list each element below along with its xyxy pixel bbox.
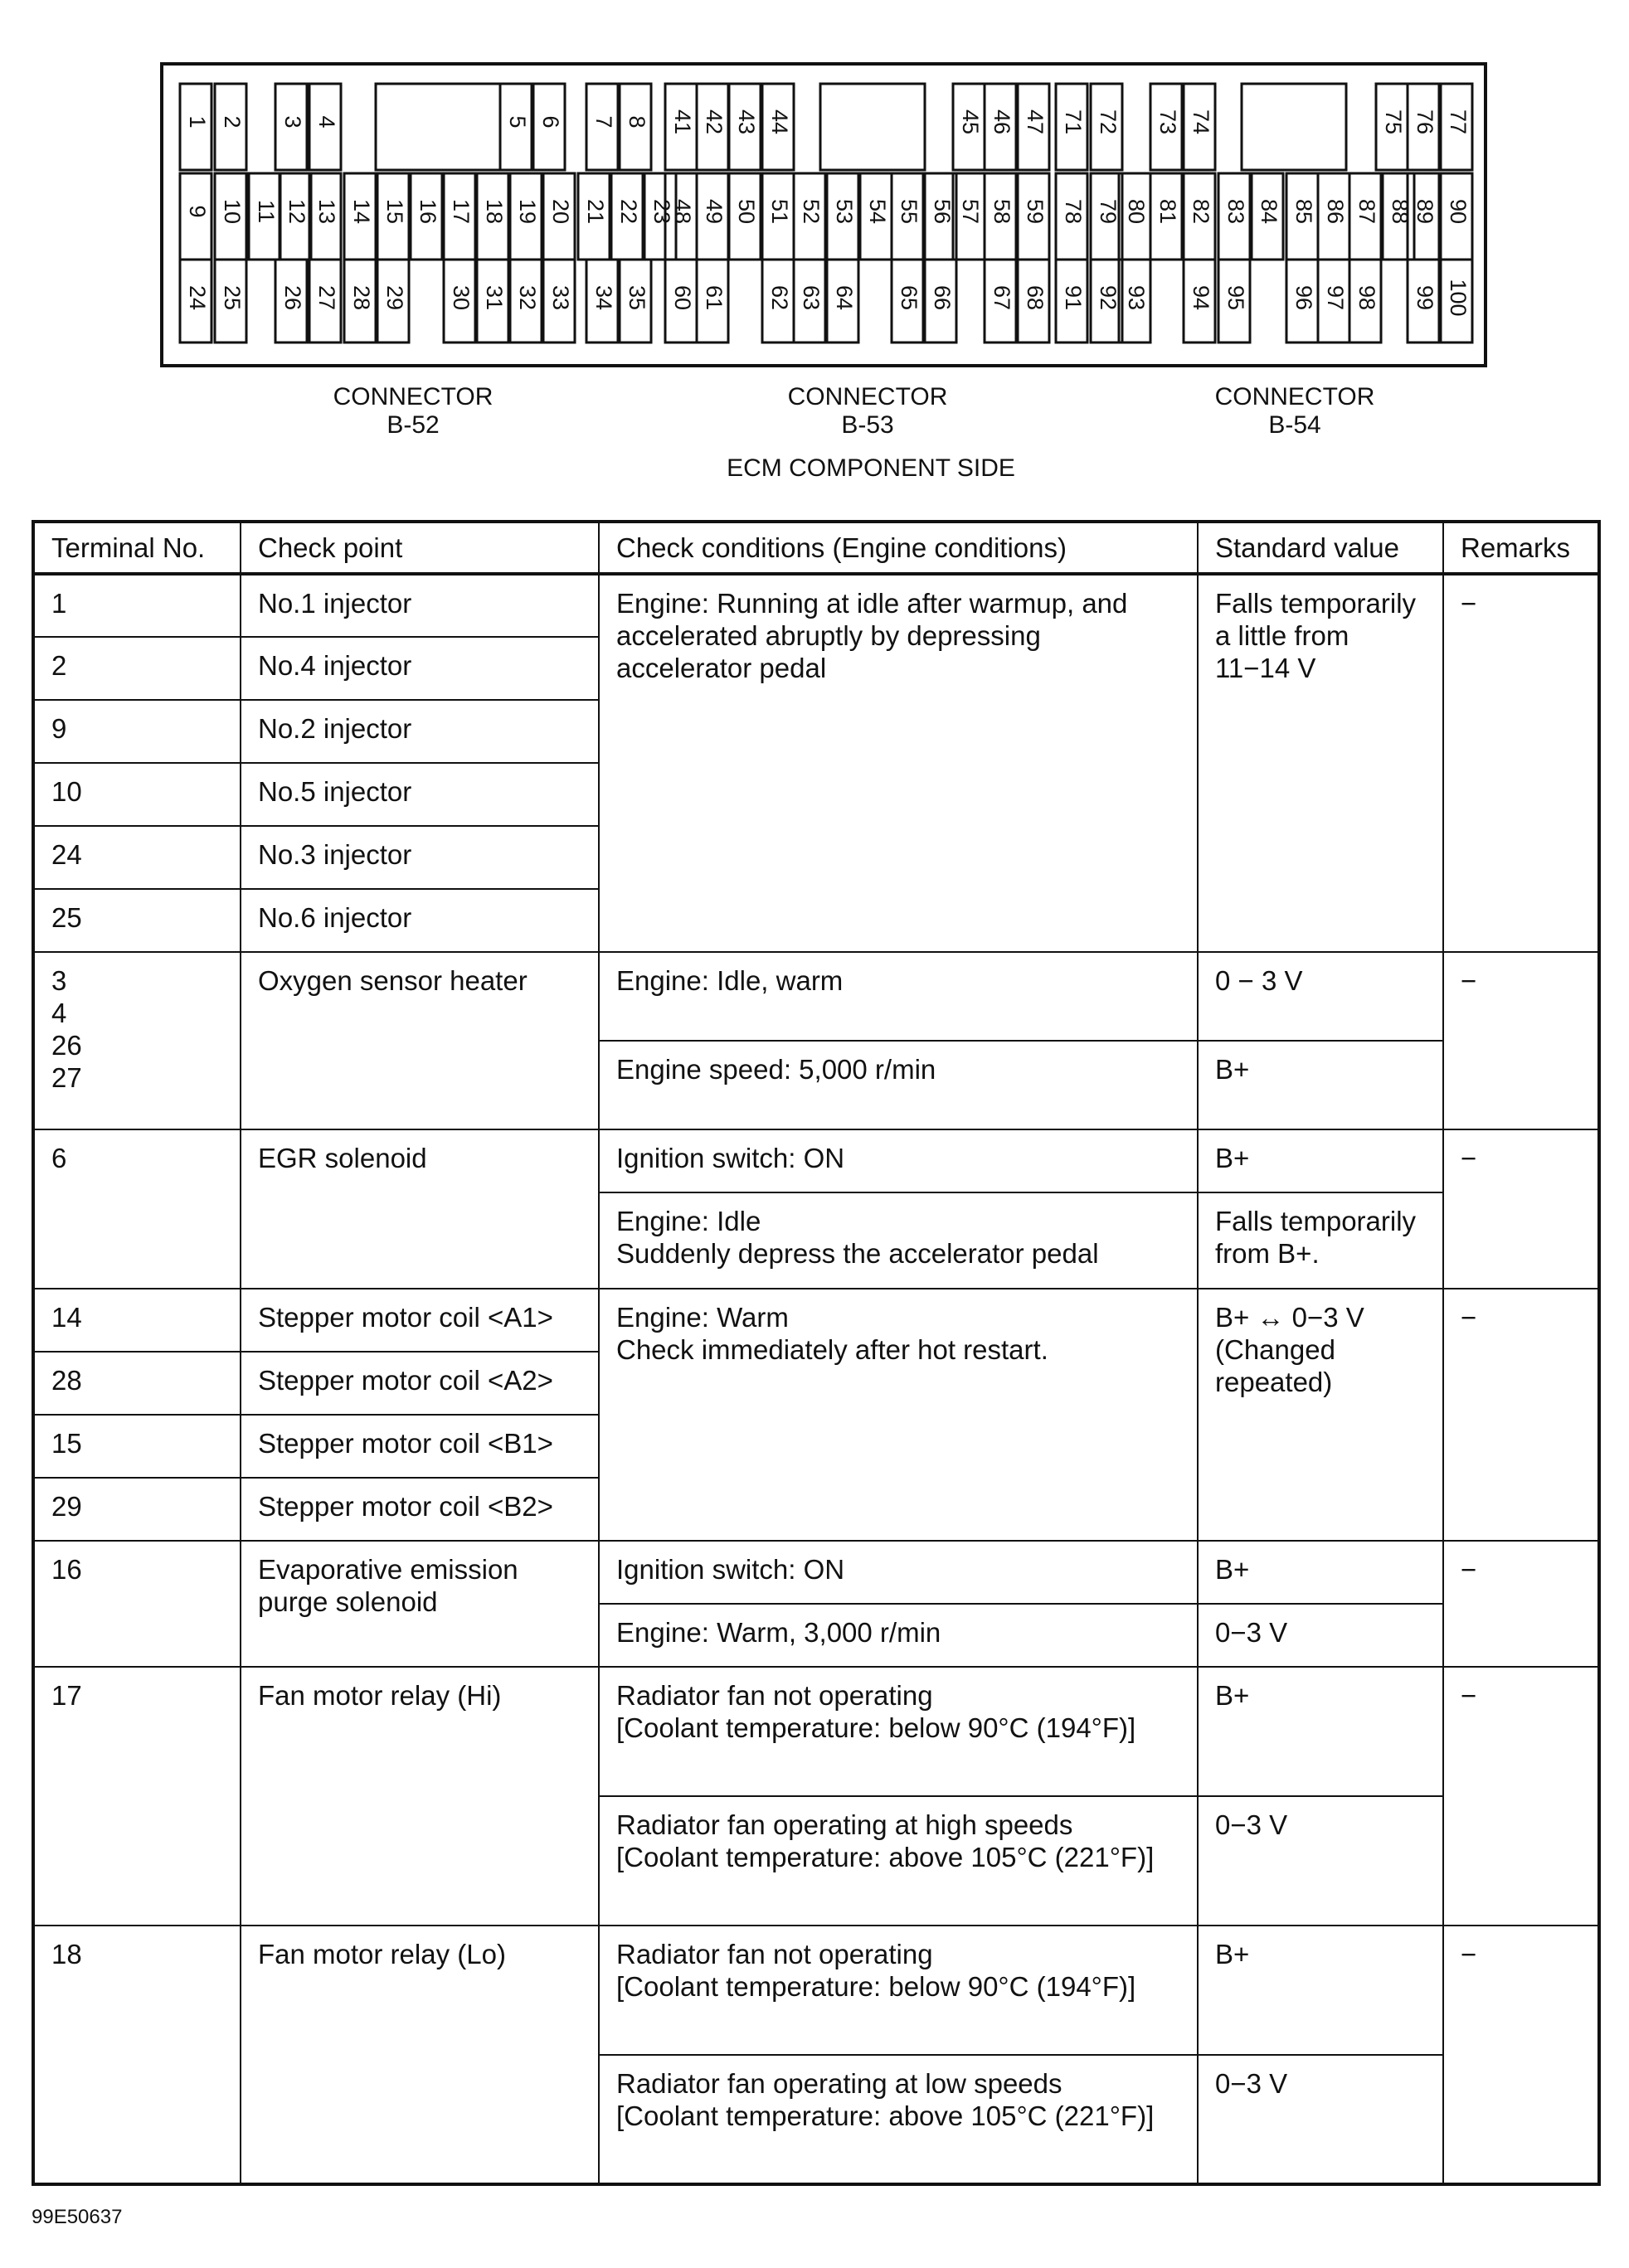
condition-cell: Ignition switch: ON	[599, 1541, 1198, 1604]
pin-number-label: 5	[504, 115, 530, 129]
connector-pin-86	[1318, 173, 1349, 260]
pin-number-label: 4	[314, 115, 339, 129]
pin-number-label: 75	[1380, 109, 1406, 135]
pin-number-label: 19	[514, 198, 540, 225]
connector-pin-10	[215, 173, 246, 260]
standard-value-cell: Falls temporarily from B+.	[1198, 1192, 1443, 1289]
pin-number-label: 74	[1188, 109, 1213, 135]
connector-pin-62	[762, 260, 794, 342]
connector-pin-71	[1056, 84, 1087, 170]
connector-pin-7	[586, 84, 618, 170]
pin-number-label: 12	[284, 198, 309, 225]
pin-number-label: 98	[1354, 284, 1379, 311]
connector-pin-45	[953, 84, 985, 170]
table-row	[33, 1926, 1599, 2055]
pin-number-label: 10	[219, 198, 245, 225]
pin-number-label: 28	[348, 284, 374, 311]
connector-pin-61	[697, 260, 728, 342]
connector-pinout-svg	[163, 66, 1484, 364]
connector-pin-100	[1441, 260, 1472, 342]
pin-number-label: 60	[669, 284, 695, 311]
remarks-cell: −	[1443, 1541, 1599, 1667]
standard-value-cell: B+ ↔ 0−3 V (Changed repeated)	[1198, 1289, 1443, 1541]
terminal-cell: 6	[33, 1129, 241, 1289]
table-header-row	[33, 522, 1599, 574]
table-row	[33, 574, 1599, 637]
pin-number-label: 2	[219, 115, 245, 129]
terminal-check-table	[32, 520, 1601, 2186]
pin-number-label: 49	[701, 198, 727, 225]
pin-number-label: 66	[929, 284, 955, 311]
connector-pin-27	[309, 260, 341, 342]
pin-number-label: 100	[1445, 279, 1471, 317]
pin-number-label: 84	[1256, 198, 1281, 225]
remarks-cell: −	[1443, 1926, 1599, 2184]
condition-cell: Engine: Idle, warm	[599, 952, 1198, 1041]
standard-value-cell: 0 − 3 V	[1198, 952, 1443, 1041]
terminal-cell: 14	[33, 1289, 241, 1352]
connector-pin-9	[180, 173, 212, 260]
header-check-point: Check point	[241, 522, 599, 574]
pin-number-label: 42	[701, 109, 727, 135]
standard-value-cell: 0−3 V	[1198, 1604, 1443, 1667]
connector-pin-31	[477, 260, 508, 342]
pin-number-label: 86	[1322, 198, 1348, 225]
pin-number-label: 97	[1322, 284, 1348, 311]
pin-number-label: 73	[1155, 109, 1180, 135]
connector-key-slot	[1242, 84, 1346, 170]
check-point-cell: No.2 injector	[241, 700, 599, 763]
pin-number-label: 80	[1123, 198, 1149, 225]
connector-pin-93	[1119, 260, 1150, 342]
connector-pin-78	[1056, 173, 1087, 260]
connector-b52-label: CONNECTOR B-52	[333, 383, 494, 439]
connector-pin-19	[510, 173, 542, 260]
pin-number-label: 33	[547, 284, 573, 311]
pin-number-label: 51	[766, 198, 792, 225]
table-row	[33, 1667, 1599, 1796]
pin-number-label: 44	[766, 109, 792, 135]
connector-pin-60	[665, 260, 697, 342]
connector-pin-47	[1018, 84, 1049, 170]
connector-pin-84	[1252, 173, 1283, 260]
connector-pin-25	[215, 260, 246, 342]
remarks-cell: −	[1443, 1289, 1599, 1541]
pin-number-label: 90	[1445, 198, 1471, 225]
standard-value-cell: B+	[1198, 1041, 1443, 1129]
check-point-cell: Evaporative emission purge solenoid	[241, 1541, 599, 1667]
connector-pin-94	[1184, 260, 1215, 342]
connector-pin-57	[953, 173, 985, 260]
connector-pin-76	[1408, 84, 1439, 170]
table-row	[33, 1289, 1599, 1352]
connector-pin-97	[1318, 260, 1349, 342]
pin-number-label: 85	[1291, 198, 1316, 225]
pin-number-label: 14	[348, 198, 374, 225]
connector-pin-4	[309, 84, 341, 170]
connector-pin-46	[985, 84, 1016, 170]
pin-number-label: 45	[957, 109, 983, 135]
connector-pin-91	[1056, 260, 1087, 342]
pin-number-label: 3	[280, 115, 305, 129]
terminal-cell: 9	[33, 700, 241, 763]
standard-value-cell: 0−3 V	[1198, 2055, 1443, 2184]
condition-cell: Engine: Warm Check immediately after hot restart.	[599, 1289, 1198, 1541]
connector-pin-65	[892, 260, 923, 342]
pin-number-label: 11	[253, 199, 279, 224]
connector-pin-58	[985, 173, 1016, 260]
connector-pin-26	[275, 260, 307, 342]
connector-pin-30	[444, 260, 475, 342]
connector-pin-49	[697, 173, 728, 260]
check-point-cell: No.1 injector	[241, 574, 599, 637]
pin-number-label: 52	[798, 198, 824, 225]
connector-pin-43	[729, 84, 761, 170]
pin-number-label: 48	[669, 198, 695, 225]
pin-number-label: 25	[219, 284, 245, 311]
connector-pin-33	[543, 260, 575, 342]
connector-pin-51	[762, 173, 794, 260]
connector-pin-28	[344, 260, 376, 342]
terminal-cell: 16	[33, 1541, 241, 1667]
connector-pin-63	[794, 260, 825, 342]
pin-number-label: 7	[591, 115, 616, 129]
condition-cell: Ignition switch: ON	[599, 1129, 1198, 1192]
terminal-cell: 28	[33, 1352, 241, 1415]
pin-number-label: 77	[1445, 109, 1471, 135]
pin-number-label: 29	[382, 284, 407, 311]
connector-pin-55	[892, 173, 923, 260]
connector-pin-34	[586, 260, 618, 342]
connector-pin-18	[477, 173, 508, 260]
connector-pin-53	[827, 173, 858, 260]
remarks-cell: −	[1443, 1667, 1599, 1926]
check-point-cell: No.6 injector	[241, 889, 599, 952]
terminal-cell: 17	[33, 1667, 241, 1926]
connector-pin-32	[510, 260, 542, 342]
connector-pin-12	[280, 173, 311, 260]
pin-number-label: 63	[798, 284, 824, 311]
pin-number-label: 87	[1354, 198, 1379, 225]
header-standard-value: Standard value	[1198, 522, 1443, 574]
condition-cell: Engine: Running at idle after warmup, and accelerated abruptly by depressing accelerator pedal	[599, 574, 1198, 952]
pin-number-label: 54	[864, 198, 890, 225]
connector-pin-92	[1091, 260, 1122, 342]
table-row	[33, 952, 1599, 1041]
terminal-cell: 29	[33, 1478, 241, 1541]
pin-number-label: 53	[831, 198, 857, 225]
check-point-cell: Fan motor relay (Hi)	[241, 1667, 599, 1926]
connector-pin-83	[1218, 173, 1250, 260]
pin-number-label: 91	[1060, 284, 1086, 311]
header-check-conditions: Check conditions (Engine conditions)	[599, 522, 1198, 574]
pin-number-label: 93	[1123, 284, 1149, 311]
connector-pin-64	[827, 260, 858, 342]
check-point-cell: EGR solenoid	[241, 1129, 599, 1289]
pin-number-label: 17	[448, 198, 474, 225]
connector-key-slot	[376, 84, 500, 170]
pin-number-label: 56	[929, 198, 955, 225]
pin-number-label: 16	[415, 198, 440, 225]
pin-number-label: 71	[1060, 109, 1086, 135]
pin-number-label: 58	[989, 198, 1014, 225]
pin-number-label: 67	[989, 284, 1014, 311]
pin-number-label: 30	[448, 284, 474, 311]
connector-pin-96	[1286, 260, 1318, 342]
terminal-cell: 2	[33, 637, 241, 700]
pin-number-label: 96	[1291, 284, 1316, 311]
connector-pin-22	[611, 173, 643, 260]
check-point-cell: Fan motor relay (Lo)	[241, 1926, 599, 2184]
pin-number-label: 68	[1022, 284, 1048, 311]
connector-pin-13	[309, 173, 341, 260]
pin-number-label: 6	[537, 115, 563, 129]
pin-number-label: 89	[1412, 198, 1437, 225]
pin-number-label: 62	[766, 284, 792, 311]
pin-number-label: 79	[1095, 198, 1121, 225]
connector-pin-68	[1018, 260, 1049, 342]
pin-number-label: 18	[481, 198, 507, 225]
pin-number-label: 32	[514, 284, 540, 311]
connector-pin-50	[729, 173, 761, 260]
connector-pin-77	[1441, 84, 1472, 170]
connector-pin-72	[1091, 84, 1122, 170]
connector-pin-14	[344, 173, 376, 260]
pin-number-label: 65	[896, 284, 921, 311]
connector-pin-20	[543, 173, 575, 260]
connector-pin-11	[249, 173, 280, 260]
condition-cell: Engine speed: 5,000 r/min	[599, 1041, 1198, 1129]
connector-pin-75	[1376, 84, 1408, 170]
table-row	[33, 1129, 1599, 1192]
condition-cell: Radiator fan not operating [Coolant temperature: below 90°C (194°F)]	[599, 1667, 1198, 1796]
pin-number-label: 8	[624, 115, 649, 129]
pin-number-label: 35	[624, 284, 649, 311]
condition-cell: Engine: Warm, 3,000 r/min	[599, 1604, 1198, 1667]
connector-b54-label: CONNECTOR B-54	[1214, 383, 1375, 439]
check-point-cell: Stepper motor coil <A2>	[241, 1352, 599, 1415]
pin-number-label: 23	[649, 198, 674, 225]
connector-pin-67	[985, 260, 1016, 342]
condition-cell: Radiator fan operating at low speeds [Coolant temperature: above 105°C (221°F)]	[599, 2055, 1198, 2184]
connector-pin-54	[860, 173, 892, 260]
condition-cell: Radiator fan operating at high speeds [Coolant temperature: above 105°C (221°F)]	[599, 1796, 1198, 1926]
connector-pin-41	[665, 84, 697, 170]
condition-cell: Radiator fan not operating [Coolant temperature: below 90°C (194°F)]	[599, 1926, 1198, 2055]
connector-b53-label: CONNECTOR B-53	[787, 383, 948, 439]
pin-number-label: 26	[280, 284, 305, 311]
connector-pin-59	[1018, 173, 1049, 260]
pin-number-label: 57	[957, 198, 983, 225]
pin-number-label: 78	[1060, 198, 1086, 225]
connector-pin-88	[1383, 173, 1414, 260]
connector-pin-1	[180, 84, 212, 170]
pin-number-label: 31	[481, 284, 507, 311]
connector-pin-56	[925, 173, 956, 260]
connector-pin-6	[533, 84, 565, 170]
connector-diagram	[160, 62, 1487, 367]
connector-key-slot	[820, 84, 925, 170]
connector-pin-81	[1150, 173, 1182, 260]
pin-number-label: 9	[184, 205, 210, 218]
check-point-cell: No.5 injector	[241, 763, 599, 826]
pin-number-label: 41	[669, 109, 695, 135]
terminal-cell: 10	[33, 763, 241, 826]
connector-pin-16	[411, 173, 442, 260]
connector-pin-17	[444, 173, 475, 260]
pin-number-label: 72	[1095, 109, 1121, 135]
pin-number-label: 55	[896, 198, 921, 225]
connector-pin-3	[275, 84, 307, 170]
terminal-cell: 1	[33, 574, 241, 637]
pin-number-label: 82	[1188, 198, 1213, 225]
pin-number-label: 94	[1188, 284, 1213, 311]
pin-number-label: 61	[701, 284, 727, 311]
remarks-cell: −	[1443, 574, 1599, 952]
connector-pin-29	[377, 260, 409, 342]
terminal-cell: 18	[33, 1926, 241, 2184]
pin-number-label: 20	[547, 198, 573, 225]
standard-value-cell: B+	[1198, 1667, 1443, 1796]
pin-number-label: 64	[831, 284, 857, 311]
check-point-cell: No.3 injector	[241, 826, 599, 889]
pin-number-label: 34	[591, 284, 616, 311]
terminal-cell: 25	[33, 889, 241, 952]
connector-pin-73	[1150, 84, 1182, 170]
pin-number-label: 13	[314, 198, 339, 225]
pin-number-label: 21	[582, 198, 608, 225]
connector-pin-99	[1408, 260, 1439, 342]
connector-pin-66	[925, 260, 956, 342]
pin-number-label: 88	[1387, 198, 1413, 225]
connector-pin-79	[1091, 173, 1122, 260]
standard-value-cell: B+	[1198, 1926, 1443, 2055]
pin-number-label: 27	[314, 284, 339, 311]
check-point-cell: No.4 injector	[241, 637, 599, 700]
header-terminal: Terminal No.	[33, 522, 241, 574]
standard-value-cell: Falls temporarily a little from 11−14 V	[1198, 574, 1443, 952]
pin-number-label: 47	[1022, 109, 1048, 135]
standard-value-cell: B+	[1198, 1541, 1443, 1604]
pin-number-label: 22	[615, 198, 641, 225]
pin-number-label: 50	[733, 198, 759, 225]
condition-cell: Engine: Idle Suddenly depress the accelerator pedal	[599, 1192, 1198, 1289]
pin-number-label: 24	[184, 284, 210, 311]
terminal-cell: 3 4 26 27	[33, 952, 241, 1129]
connector-pin-82	[1184, 173, 1215, 260]
check-point-cell: Oxygen sensor heater	[241, 952, 599, 1129]
connector-pin-5	[500, 84, 532, 170]
pin-number-label: 81	[1155, 198, 1180, 225]
connector-pin-8	[620, 84, 651, 170]
remarks-cell: −	[1443, 952, 1599, 1129]
connector-pin-24	[180, 260, 212, 342]
pin-number-label: 95	[1223, 284, 1248, 311]
component-side-label: ECM COMPONENT SIDE	[727, 454, 1015, 482]
connector-pin-80	[1119, 173, 1150, 260]
standard-value-cell: B+	[1198, 1129, 1443, 1192]
connector-pin-2	[215, 84, 246, 170]
remarks-cell: −	[1443, 1129, 1599, 1289]
header-remarks: Remarks	[1443, 522, 1599, 574]
connector-pin-90	[1441, 173, 1472, 260]
connector-pin-21	[578, 173, 610, 260]
standard-value-cell: 0−3 V	[1198, 1796, 1443, 1926]
connector-pin-35	[620, 260, 651, 342]
connector-pin-85	[1286, 173, 1318, 260]
pin-number-label: 59	[1022, 198, 1048, 225]
connector-pin-44	[762, 84, 794, 170]
pin-number-label: 43	[733, 109, 759, 135]
check-point-cell: Stepper motor coil <A1>	[241, 1289, 599, 1352]
connector-pin-87	[1349, 173, 1381, 260]
check-point-cell: Stepper motor coil <B1>	[241, 1415, 599, 1478]
pin-number-label: 76	[1412, 109, 1437, 135]
connector-pin-52	[794, 173, 825, 260]
table-row	[33, 1541, 1599, 1604]
pin-number-label: 46	[989, 109, 1014, 135]
pin-number-label: 99	[1412, 284, 1437, 311]
connector-pin-15	[377, 173, 409, 260]
connector-pin-42	[697, 84, 728, 170]
pin-number-label: 92	[1095, 284, 1121, 311]
pin-number-label: 83	[1223, 198, 1248, 225]
pin-number-label: 1	[184, 115, 210, 129]
terminal-cell: 15	[33, 1415, 241, 1478]
check-point-cell: Stepper motor coil <B2>	[241, 1478, 599, 1541]
terminal-cell: 24	[33, 826, 241, 889]
figure-code: 99E50637	[32, 2206, 123, 2228]
connector-pin-74	[1184, 84, 1215, 170]
connector-pin-95	[1218, 260, 1250, 342]
pin-number-label: 15	[382, 198, 407, 225]
connector-pin-98	[1349, 260, 1381, 342]
